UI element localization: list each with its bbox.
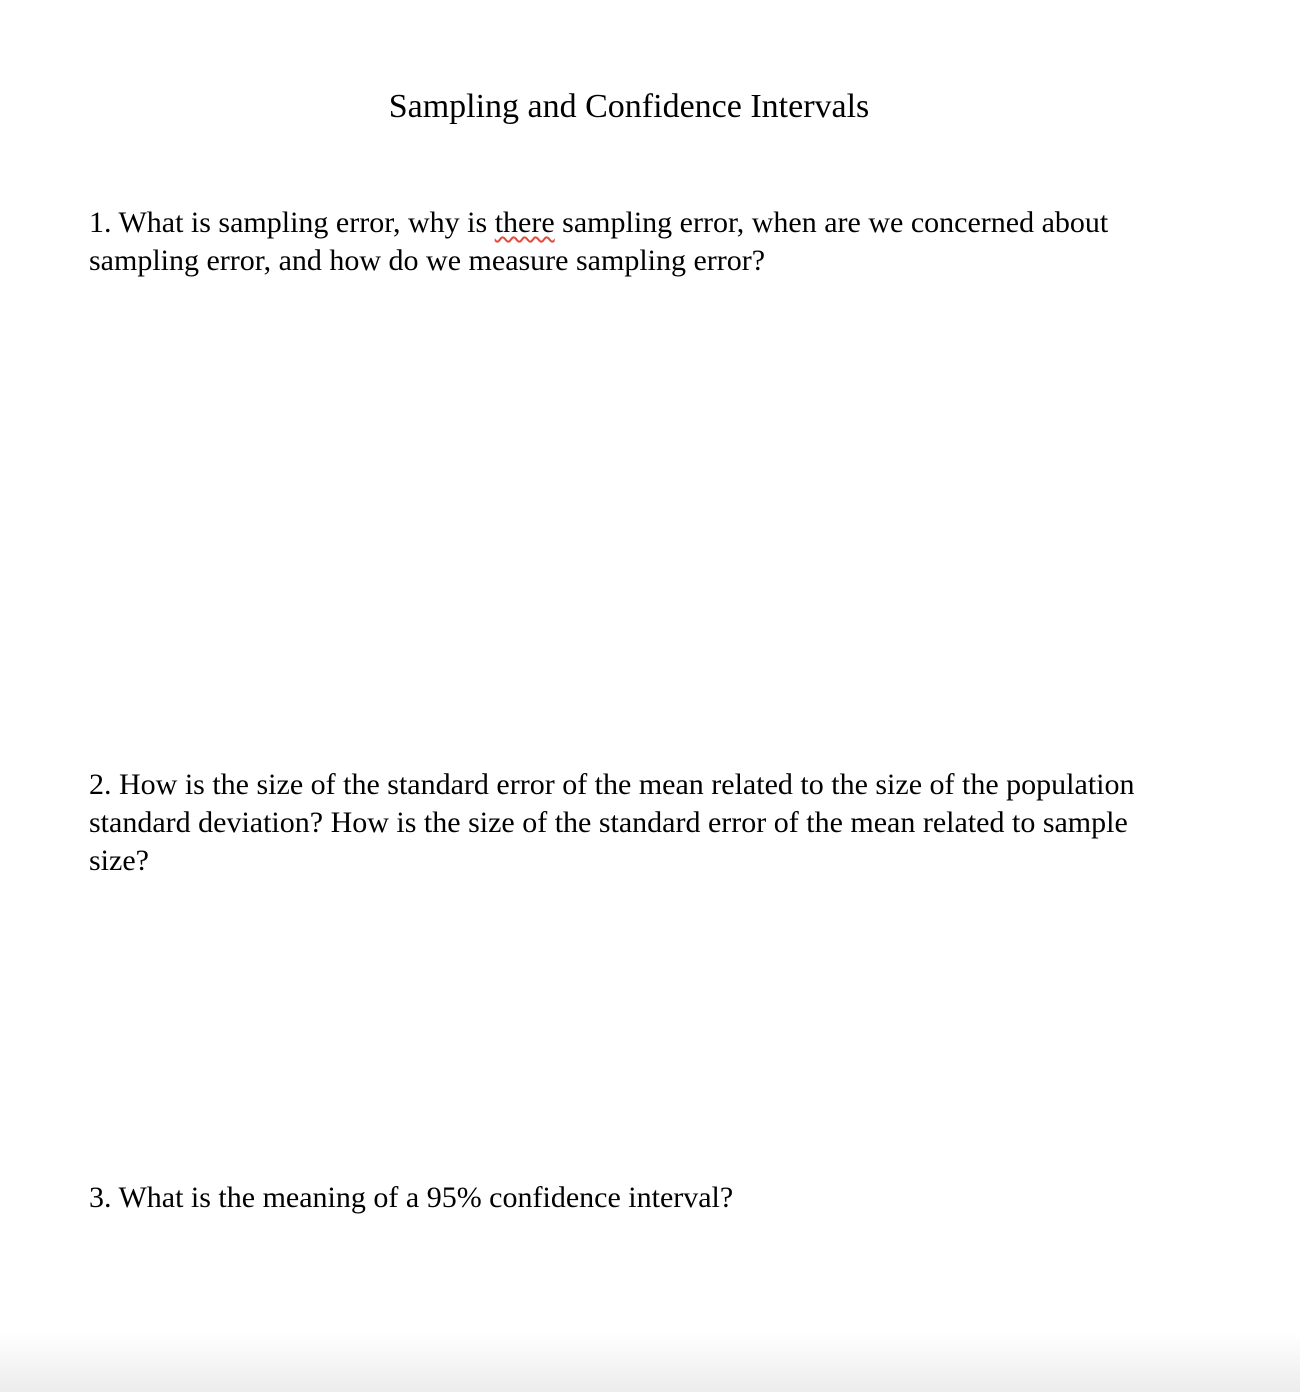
spellcheck-flagged-word[interactable]: there: [494, 206, 555, 239]
question-3: 3. What is the meaning of a 95% confidence interval?: [89, 1181, 734, 1214]
question-1: [89, 204, 1169, 280]
page-title: Sampling and Confidence Intervals: [388, 88, 870, 125]
question-1-text-start: 1. What is sampling error, why is: [89, 206, 495, 239]
question-2: 2. How is the size of the standard error of the mean related to the size of the population standard deviation? How is the size of the standard error of the mean related to sample size?: [89, 768, 1135, 877]
question-1-text-end: sampling error, when are we concerned about sampling error, and how do we measure sampling error?: [89, 206, 1109, 277]
page-bottom-shadow: [0, 1332, 1300, 1392]
